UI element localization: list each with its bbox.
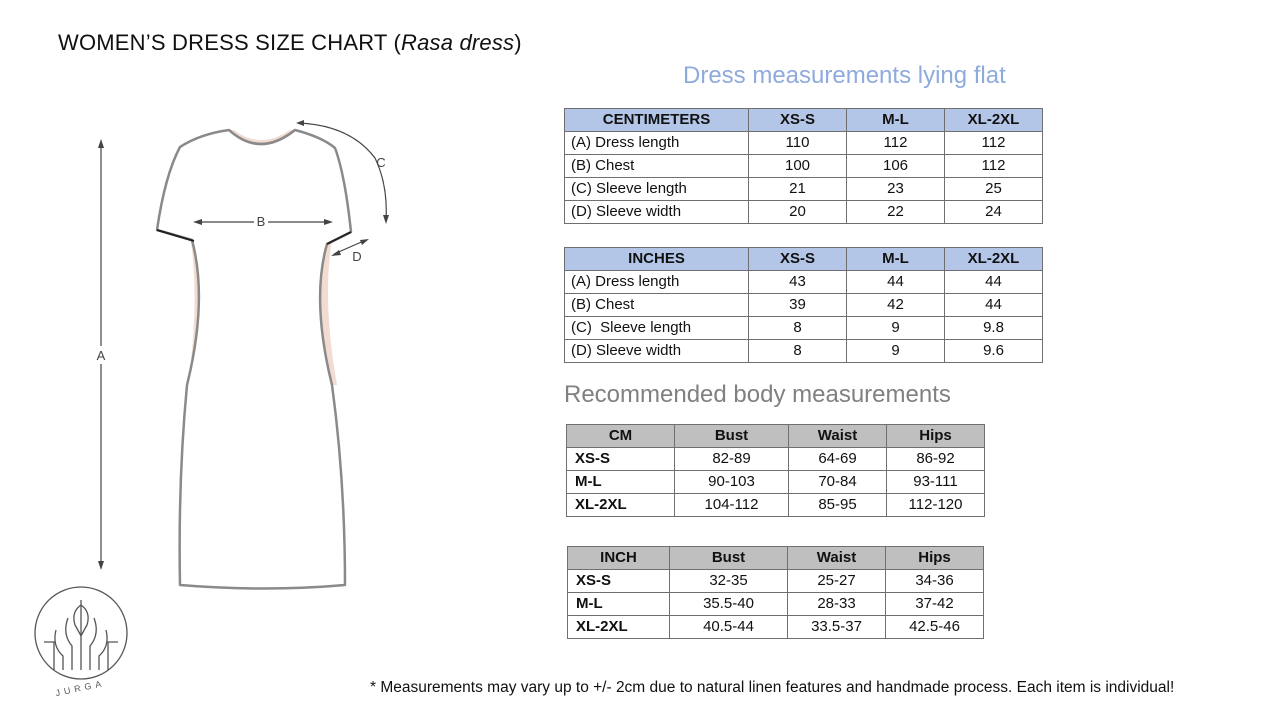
table-cell: 44 — [945, 271, 1043, 294]
table-cell: 9.6 — [945, 340, 1043, 363]
table-header-row — [565, 109, 1043, 132]
body-cm-table — [566, 424, 985, 517]
table-header-cell: XL-2XL — [945, 248, 1043, 271]
table-cell: 42.5-46 — [886, 616, 984, 639]
cm-measurements-table — [564, 108, 1043, 224]
size-label: XS-S — [568, 570, 670, 593]
table-cell: 25-27 — [788, 570, 886, 593]
row-label: (A) Dress length — [565, 132, 749, 155]
row-label: (C) Sleeve length — [565, 317, 749, 340]
size-label: M-L — [567, 471, 675, 494]
table-header-cell: Waist — [789, 425, 887, 448]
table-row — [565, 155, 1043, 178]
size-label: M-L — [568, 593, 670, 616]
size-label: XL-2XL — [568, 616, 670, 639]
table-row — [567, 494, 985, 517]
table-header-row — [565, 248, 1043, 271]
table-cell: 100 — [749, 155, 847, 178]
table-cell: 22 — [847, 201, 945, 224]
table-cell: 110 — [749, 132, 847, 155]
table-header-cell: XL-2XL — [945, 109, 1043, 132]
table-row — [565, 201, 1043, 224]
table-header-row — [568, 547, 984, 570]
table-cell: 8 — [749, 340, 847, 363]
table-cell: 25 — [945, 178, 1043, 201]
table-cell: 9 — [847, 340, 945, 363]
table-header-cell: INCHES — [565, 248, 749, 271]
table-cell: 85-95 — [789, 494, 887, 517]
table-row — [565, 294, 1043, 317]
table-header-cell: CENTIMETERS — [565, 109, 749, 132]
table-cell: 112 — [945, 155, 1043, 178]
table-cell: 21 — [749, 178, 847, 201]
table-cell: 82-89 — [675, 448, 789, 471]
table-cell: 44 — [945, 294, 1043, 317]
footnote: * Measurements may vary up to +/- 2cm due to natural linen features and handmade process. Each item is individual! — [370, 679, 1175, 696]
table-cell: 112 — [847, 132, 945, 155]
table-cell: 70-84 — [789, 471, 887, 494]
table-header-cell: CM — [567, 425, 675, 448]
table-row — [565, 132, 1043, 155]
table-cell: 43 — [749, 271, 847, 294]
body-measurements-heading: Recommended body measurements — [564, 381, 951, 408]
row-label: (D) Sleeve width — [565, 340, 749, 363]
table-cell: 112-120 — [887, 494, 985, 517]
table-header-cell: XS-S — [749, 109, 847, 132]
table-cell: 40.5-44 — [670, 616, 788, 639]
table-header-cell: M-L — [847, 109, 945, 132]
table-row — [565, 271, 1043, 294]
dimension-d-label: D — [352, 249, 362, 264]
row-label: (B) Chest — [565, 294, 749, 317]
table-header-cell: Bust — [675, 425, 789, 448]
dimension-b-label: B — [256, 214, 266, 229]
table-cell: 8 — [749, 317, 847, 340]
table-cell: 9 — [847, 317, 945, 340]
table-cell: 39 — [749, 294, 847, 317]
body-inch-table — [567, 546, 984, 639]
size-label: XL-2XL — [567, 494, 675, 517]
table-row — [565, 340, 1043, 363]
table-cell: 23 — [847, 178, 945, 201]
table-row — [567, 448, 985, 471]
flat-measurements-heading: Dress measurements lying flat — [683, 62, 1006, 89]
table-header-row — [567, 425, 985, 448]
table-cell: 64-69 — [789, 448, 887, 471]
table-cell: 33.5-37 — [788, 616, 886, 639]
logo-text: JURGA — [54, 677, 107, 699]
table-cell: 42 — [847, 294, 945, 317]
table-header-cell: Hips — [887, 425, 985, 448]
table-header-cell: INCH — [568, 547, 670, 570]
table-row — [565, 178, 1043, 201]
table-cell: 106 — [847, 155, 945, 178]
jurga-logo-icon — [35, 587, 127, 679]
dimension-a-label: A — [96, 348, 106, 363]
table-header-cell: Bust — [670, 547, 788, 570]
dress-diagram — [0, 0, 560, 720]
table-cell: 93-111 — [887, 471, 985, 494]
table-cell: 34-36 — [886, 570, 984, 593]
table-row — [568, 593, 984, 616]
table-cell: 44 — [847, 271, 945, 294]
table-cell: 90-103 — [675, 471, 789, 494]
table-cell: 86-92 — [887, 448, 985, 471]
row-label: (B) Chest — [565, 155, 749, 178]
table-cell: 32-35 — [670, 570, 788, 593]
table-row — [567, 471, 985, 494]
table-row — [568, 616, 984, 639]
table-cell: 9.8 — [945, 317, 1043, 340]
page-title: WOMEN’S DRESS SIZE CHART (Rasa dress) — [58, 30, 522, 55]
table-cell: 28-33 — [788, 593, 886, 616]
row-label: (C) Sleeve length — [565, 178, 749, 201]
size-label: XS-S — [567, 448, 675, 471]
table-cell: 35.5-40 — [670, 593, 788, 616]
row-label: (A) Dress length — [565, 271, 749, 294]
table-cell: 20 — [749, 201, 847, 224]
table-row — [568, 570, 984, 593]
table-header-cell: Hips — [886, 547, 984, 570]
table-header-cell: Waist — [788, 547, 886, 570]
dimension-c-label: C — [376, 155, 386, 170]
row-label: (D) Sleeve width — [565, 201, 749, 224]
table-cell: 37-42 — [886, 593, 984, 616]
table-row — [565, 317, 1043, 340]
table-header-cell: M-L — [847, 248, 945, 271]
table-cell: 112 — [945, 132, 1043, 155]
table-cell: 24 — [945, 201, 1043, 224]
dress-outline — [157, 130, 351, 589]
inch-measurements-table — [564, 247, 1043, 363]
table-cell: 104-112 — [675, 494, 789, 517]
table-header-cell: XS-S — [749, 248, 847, 271]
